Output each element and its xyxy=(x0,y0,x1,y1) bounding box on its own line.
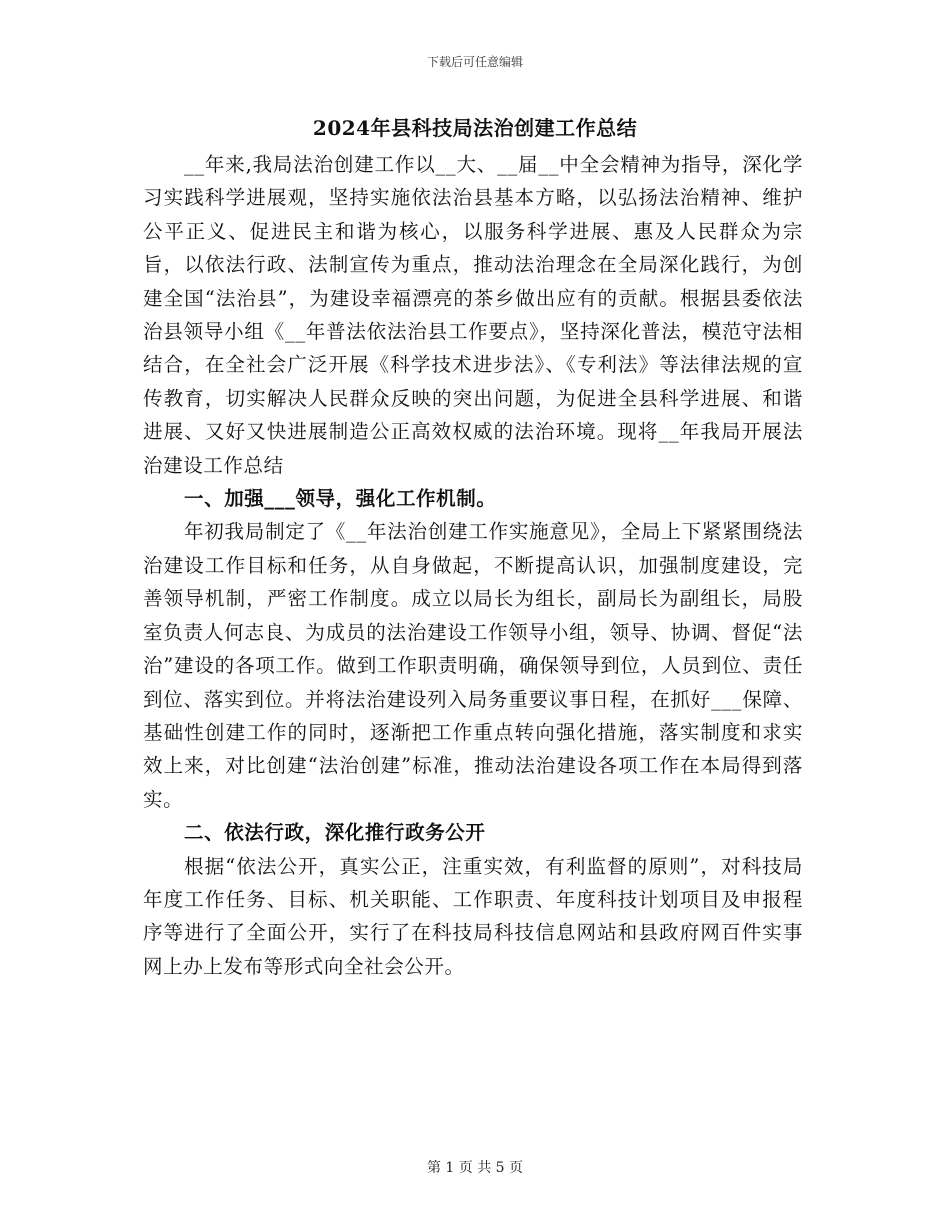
section-1-paragraph: 年初我局制定了《__年法治创建工作实施意见》，全局上下紧紧围绕法治建设工作目标和任务，从自身做起，不断提高认识，加强制度建设，完善领导机制，严密工作制度。成立以局长为组长，副局长为副组长，局股室负责人何志良、为成员的法治建设工作领导小组，领导、协调、督促“法治”建设的各项工作。做到工作职责明确，确保领导到位，人员到位、责任到位、落实到位。并将法治建设列入局务重要议事日程，在抓好___保障、基础性创建工作的同时，逐渐把工作重点转向强化措施，落实制度和求实效上来，对比创建“法治创建”标准，推动法治建设各项工作在本局得到落实。 xyxy=(143,520,803,811)
section-2-heading: 二、依法行政，深化推行政务公开 xyxy=(184,821,486,845)
document-title: 2024年县科技局法治创建工作总结 xyxy=(312,116,638,140)
document-body xyxy=(143,148,803,983)
section-2-paragraph: 根据“依法公开，真实公正，注重实效，有利监督的原则”，对科技局年度工作任务、目标、机关职能、工作职责、年度科技计划项目及申报程序等进行了全面公开，实行了在科技局科技信息网站和县政府网百件实事网上办上发布等形式向全社会公开。 xyxy=(143,854,803,978)
header-note: 下载后可任意编辑 xyxy=(426,55,523,69)
page-number: 第 1 页 共 5 页 xyxy=(426,1160,524,1176)
intro-paragraph: __年来,我局法治创建工作以__大、__届__中全会精神为指导，深化学习实践科学进展观，坚持实施依法治县基本方略，以弘扬法治精神、维护公平正义、促进民主和谐为核心，以服务科学进展、惠及人民群众为宗旨，以依法行政、法制宣传为重点，推动法治理念在全局深化践行，为创建全国“法治县”，为建设幸福漂亮的茶乡做出应有的贡献。根据县委依法治县领导小组《__年普法依法治县工作要点》，坚持深化普法，模范守法相结合，在全社会广泛开展《科学技术进步法》、《专利法》等法律法规的宣传教育，切实解决人民群众反映的突出问题，为促进全县科学进展、和谐进展、又好又快进展制造公正高效权威的法治环境。现将__年我局开展法治建设工作总结 xyxy=(143,153,803,477)
section-1-heading: 一、加强___领导，强化工作机制。 xyxy=(184,487,497,511)
